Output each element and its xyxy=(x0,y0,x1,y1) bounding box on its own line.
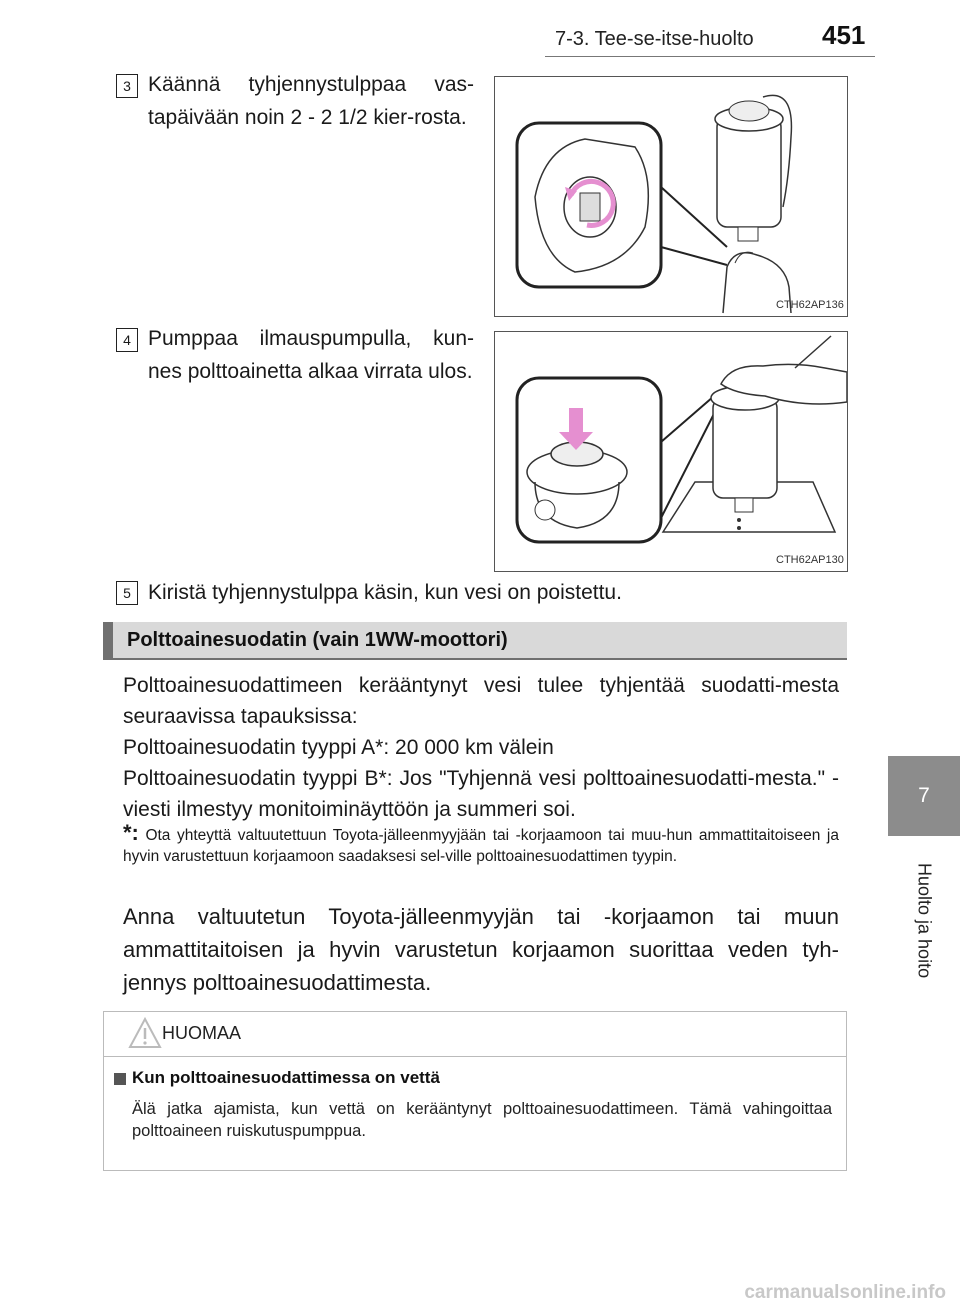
warning-triangle-icon xyxy=(128,1016,162,1050)
figure-priming-pump xyxy=(494,331,848,572)
footnote-text: Ota yhteyttä valtuutettuun Toyota-jälleenmyyjään tai -korjaamoon tai muu-hun ammattitaitoiseen ja hyvin varustettuun korjaamoon saadaksesi sel-ville polttoainesuodattimen tyypin. xyxy=(123,827,839,865)
step-badge-5: 5 xyxy=(116,581,138,605)
step-badge-3: 3 xyxy=(116,74,138,98)
intro-paragraph: Polttoainesuodattimeen kerääntynyt vesi tulee tyhjentää suodatti-mesta seuraavissa tapauksissa: xyxy=(123,674,839,728)
figure-drain-plug xyxy=(494,76,848,317)
priming-pump-illustration xyxy=(495,332,847,571)
notice-body: Älä jatka ajamista, kun vettä on kerääntynyt polttoainesuodattimeen. Tämä vahingoittaa polttoaineen ruiskutuspumppua. xyxy=(132,1100,832,1140)
section-heading: Polttoainesuodatin (vain 1WW-moottori) xyxy=(127,629,508,651)
header-rule xyxy=(545,56,875,57)
footnote-marker: *: xyxy=(123,820,139,845)
section-heading-bar xyxy=(103,622,847,660)
filter-type-a-line: Polttoainesuodatin tyyppi A*: 20 000 km välein xyxy=(123,736,554,759)
chapter-tab-label xyxy=(888,836,960,1006)
service-paragraph: Anna valtuutetun Toyota-jälleenmyyjän tai -korjaamon tai muun ammattitaitoisen ja hyvin varustetun korjaamon suorittaa veden tyh-jennys polttoainesuodattimesta. xyxy=(123,904,839,995)
step-badge-4: 4 xyxy=(116,328,138,352)
page-number: 451 xyxy=(822,20,866,50)
chapter-tab-title: Huolto ja hoito xyxy=(914,863,935,979)
footnote xyxy=(123,822,839,867)
watermark: carmanualsonline.info xyxy=(744,1282,946,1303)
filter-type-b-line: Polttoainesuodatin tyyppi B*: Jos "Tyhjennä vesi polttoainesuodatti-mesta." -viesti ilmestyy monitoiminäyttöön ja summeri soi. xyxy=(123,767,839,821)
drain-plug-illustration xyxy=(495,77,847,316)
notice-title: HUOMAA xyxy=(162,1023,242,1043)
bullet-square-icon xyxy=(114,1073,126,1085)
notice-heading: Kun polttoainesuodattimessa on vettä xyxy=(132,1068,440,1087)
step-5-text: Kiristä tyhjennystulppa käsin, kun vesi on poistettu. xyxy=(148,581,622,604)
notice-header xyxy=(104,1012,846,1057)
figure-code-130: CTH62AP130 xyxy=(776,554,844,566)
figure-code-136: CTH62AP136 xyxy=(776,299,844,311)
step-3-text: Käännä tyhjennystulppaa vas-tapäivään noin 2 - 2 1/2 kier-rosta. xyxy=(148,73,474,129)
running-header-section: 7-3. Tee-se-itse-huolto xyxy=(555,28,754,50)
chapter-tab-number: 7 xyxy=(888,756,960,836)
notice-box xyxy=(103,1011,847,1171)
step-4-text: Pumppaa ilmauspumpulla, kun-nes polttoainetta alkaa virrata ulos. xyxy=(148,327,474,383)
